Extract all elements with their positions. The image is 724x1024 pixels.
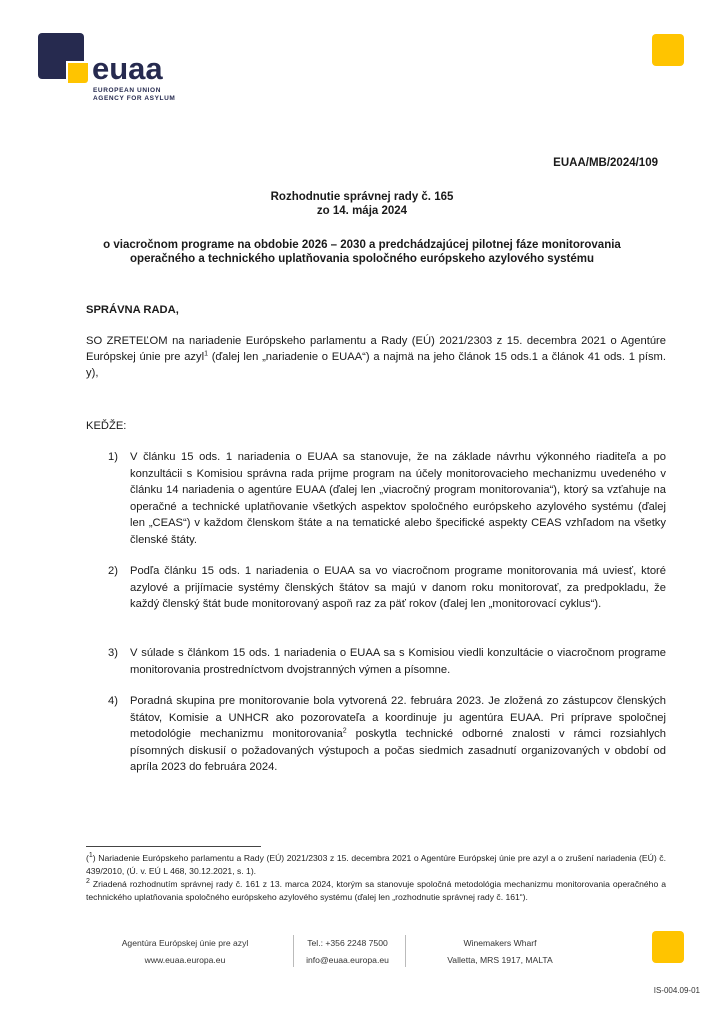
recital-number: 2) (108, 565, 118, 577)
footer-agency (100, 935, 270, 969)
recital-text: Podľa článku 15 ods. 1 nariadenia o EUAA sa vo viacročnom programe monitorovania má uviesť, ktoré azylové a prijímacie systémy členských štátov sa majú v danom roku monitorovať, za predpokladu, že každý členský štát bude monitorovaný aspoň raz za päť rokov (ďalej len „monitorovací cyklus“). (130, 565, 666, 610)
footer-address (430, 935, 570, 969)
footer-email-link[interactable]: info@euaa.europa.eu (306, 955, 389, 965)
footnote-text: Nariadenie Európskeho parlamentu a Rady (EÚ) 2021/2303 z 15. decembra 2021 o Agentúre Európskej únie pre azyl a o zrušení nariadenia (EÚ) č. 439/2010, (Ú. v. EÚ L 468, 30.12.2021, s. 1). (86, 853, 666, 876)
recital-number: 3) (108, 647, 118, 659)
decision-date: zo 14. mája 2024 (316, 205, 408, 217)
logo-yellow-square (68, 63, 88, 83)
recital-text-part: Poradná skupina pre monitorovanie bola vytvorená 22. februára 2023. Je zložená zo zástupcov členských štátov, Komisie a UNHCR ako pozorovateľa a koordinuje ju agentúra EUAA. Pri príprave spoločnej metodológie mechanizmu monitorovania (130, 695, 666, 740)
footer-agency-name: Agentúra Európskej únie pre azyl (121, 938, 249, 948)
recital-2 (108, 563, 666, 613)
footnote-marker: 2 (86, 878, 90, 886)
yellow-square-icon (652, 34, 684, 66)
decision-title (0, 190, 724, 218)
logo-tagline-2: AGENCY FOR ASYLUM (93, 95, 176, 102)
recital-number: 1) (108, 451, 118, 463)
footer-website-link[interactable]: www.euaa.europa.eu (144, 955, 226, 965)
document-code: IS-004.09-01 (653, 986, 700, 995)
footer-address-line-1: Winemakers Wharf (463, 938, 537, 948)
footnote-ref-2[interactable]: 2 (342, 727, 347, 735)
logo-tagline-1: EUROPEAN UNION (93, 87, 161, 94)
footnote-separator (86, 846, 261, 847)
recital-text: V súlade s článkom 15 ods. 1 nariadenia o EUAA sa s Komisiou viedli konzultácie o viacročnom programe monitorovania prostredníctvom dvojstranných výmen a písomne. (130, 647, 666, 676)
decision-subject (0, 238, 724, 266)
recital-4 (108, 693, 666, 776)
footnote-1 (86, 852, 666, 877)
footnote-text: Zriadená rozhodnutím správnej rady č. 161 z 13. marca 2024, ktorým sa stanovuje spoločná metodológia mechanizmu monitorovania operačného a technického uplatňovania spoločného európskeho azylového systému (ďalej len „rozhodnutie správnej rady č. 161“). (86, 879, 667, 902)
board-heading: SPRÁVNA RADA, (86, 304, 179, 316)
recital-1 (108, 449, 666, 548)
document-reference: EUAA/MB/2024/109 (553, 157, 658, 169)
recital-number: 4) (108, 695, 118, 707)
having-regard-text: SO ZRETEĽOM na nariadenie Európskeho parlamentu a Rady (EÚ) 2021/2303 z 15. decembra 2021 o Agentúre Európskej únie pre azyl (86, 335, 666, 363)
footnote-2 (86, 878, 666, 903)
footer-phone: Tel.: +356 2248 7500 (307, 938, 388, 948)
footer-contact (300, 935, 395, 969)
footer-yellow-square-icon (652, 931, 684, 963)
whereas-heading: KEĎŽE: (86, 420, 127, 432)
footnote-ref-1[interactable]: 1 (204, 350, 208, 358)
decision-number: Rozhodnutie správnej rady č. 165 (270, 191, 454, 203)
logo-wordmark: euaa (92, 51, 163, 86)
recital-text (130, 693, 666, 776)
having-regard-text-cont: (ďalej len „nariadenie o EUAA“) a najmä na jeho článok 15 ods.1 a článok 41 ods. 1 písm. y), (86, 351, 666, 379)
footer-address-line-2: Valletta, MRS 1917, MALTA (447, 955, 553, 965)
recital-3 (108, 645, 666, 678)
recital-text-part: poskytla technické odborné znalosti v rámci rozsiahlych písomných diskusií o požadovaných výstupoch a počas siedmich zasadnutí organizovaných v období od apríla 2023 do februára 2024. (130, 728, 666, 773)
euaa-logo (38, 33, 188, 108)
footer-divider (405, 935, 406, 967)
having-regard-paragraph (86, 333, 666, 381)
recital-text: V článku 15 ods. 1 nariadenia o EUAA sa stanovuje, že na základe návrhu výkonného riaditeľa a po konzultácii s Komisiou správna rada prijme program na účely monitorovacieho mechanizmu uvedeného v článku 14 nariadenia o agentúre EUAA (ďalej len „viacročný program monitorovania“), ktorý sa vzťahuje na operačné a technické uplatňovanie všetkých aspektov spoločného európskeho azylového systému (ďalej len „CEAS“) v každom členskom štáte a na tematické alebo špecifické aspekty CEAS vzhľadom na všetky členské štáty. (130, 451, 666, 546)
subject-line-1: o viacročnom programe na obdobie 2026 – 2030 a predchádzajúcej pilotnej fáze monitorovania (103, 239, 621, 251)
subject-line-2: operačného a technického uplatňovania spoločného európskeho azylového systému (130, 253, 594, 265)
footer-divider (293, 935, 294, 967)
footnote-marker: ($^1$) (86, 852, 96, 863)
